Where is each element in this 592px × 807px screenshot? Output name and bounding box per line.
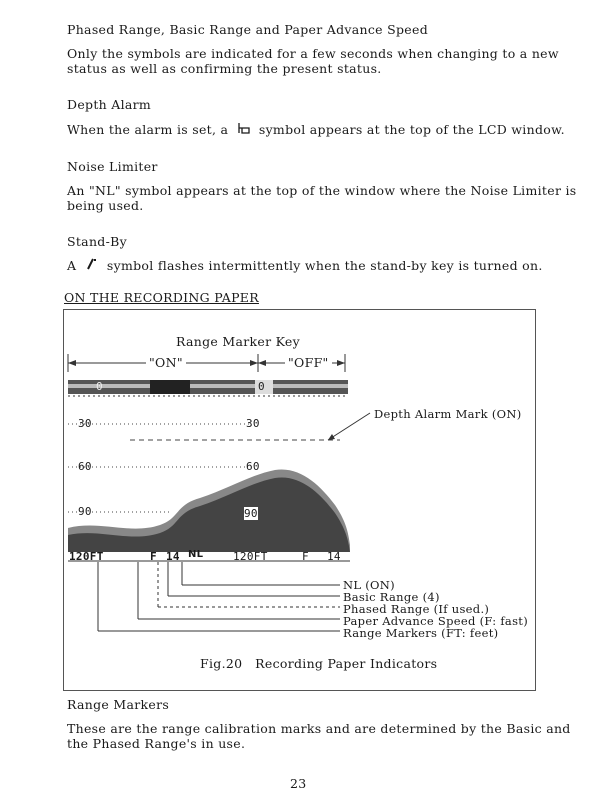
section-heading-recording-paper: ON THE RECORDING PAPER — [64, 290, 259, 305]
depth-label-right-90: 90 — [244, 507, 258, 520]
noise-limiter-line2: being used. — [67, 198, 144, 213]
strip-nl: NL — [188, 549, 204, 560]
strip-speed-f: F — [150, 550, 157, 563]
section-heading-noise-limiter: Noise Limiter — [67, 159, 158, 174]
noise-limiter-line1: An "NL" symbol appears at the top of the window where the Noise Limiter is — [67, 183, 577, 198]
depth-tick-60: 60 — [78, 460, 92, 473]
strip-speed-f2: F — [302, 550, 309, 563]
legend-nl: NL (ON) — [343, 578, 395, 592]
legend-basic-range: Basic Range (4) — [343, 590, 440, 604]
depth-label-right-60: 60 — [246, 460, 260, 473]
legend-phased-range: Phased Range (If used.) — [343, 602, 490, 616]
legend-paper-advance: Paper Advance Speed (F: fast) — [343, 614, 529, 628]
strip-range-right: 120FT — [233, 550, 268, 563]
section-heading-phased: Phased Range, Basic Range and Paper Advance Speed — [67, 22, 429, 37]
standby-text-before: A — [67, 258, 77, 273]
range-markers-line2: the Phased Range's in use. — [67, 736, 246, 751]
range-markers-line1: These are the range calibration marks and are determined by the Basic and — [67, 721, 571, 736]
depth-alarm-text-before: When the alarm is set, a — [67, 122, 229, 137]
figure-caption: Fig.20 Recording Paper Indicators — [200, 656, 438, 671]
depth-alarm-mark-label: Depth Alarm Mark (ON) — [374, 407, 522, 421]
strip-basic-range-14: 14 — [166, 550, 180, 563]
standby-text-after: symbol flashes intermittently when the stand-by key is turned on. — [106, 258, 543, 273]
depth-tick-90: 90 — [78, 505, 92, 518]
range-marker-key-title: Range Marker Key — [176, 334, 300, 349]
depth-label-right-30: 30 — [246, 417, 260, 430]
section-heading-range-markers: Range Markers — [67, 697, 170, 712]
section-heading-depth-alarm: Depth Alarm — [67, 97, 152, 112]
depth-tick-0: 0 — [96, 380, 103, 393]
phased-text-line2: status as well as confirming the present status. — [67, 61, 382, 76]
depth-tick-30: 30 — [78, 417, 92, 430]
phased-text-line1: Only the symbols are indicated for a few seconds when changing to a new — [67, 46, 559, 61]
page-number: 23 — [290, 776, 307, 791]
legend-range-markers: Range Markers (FT: feet) — [343, 626, 499, 640]
section-heading-standby: Stand-By — [67, 234, 127, 249]
depth-label-right-0: 0 — [258, 380, 265, 393]
strip-range-left: 120FT — [69, 550, 104, 563]
key-off-label: "OFF" — [285, 355, 332, 370]
key-on-label: "ON" — [146, 355, 186, 370]
depth-alarm-text-after: symbol appears at the top of the LCD window. — [258, 122, 565, 137]
strip-range-14-right: 14 — [327, 550, 341, 563]
